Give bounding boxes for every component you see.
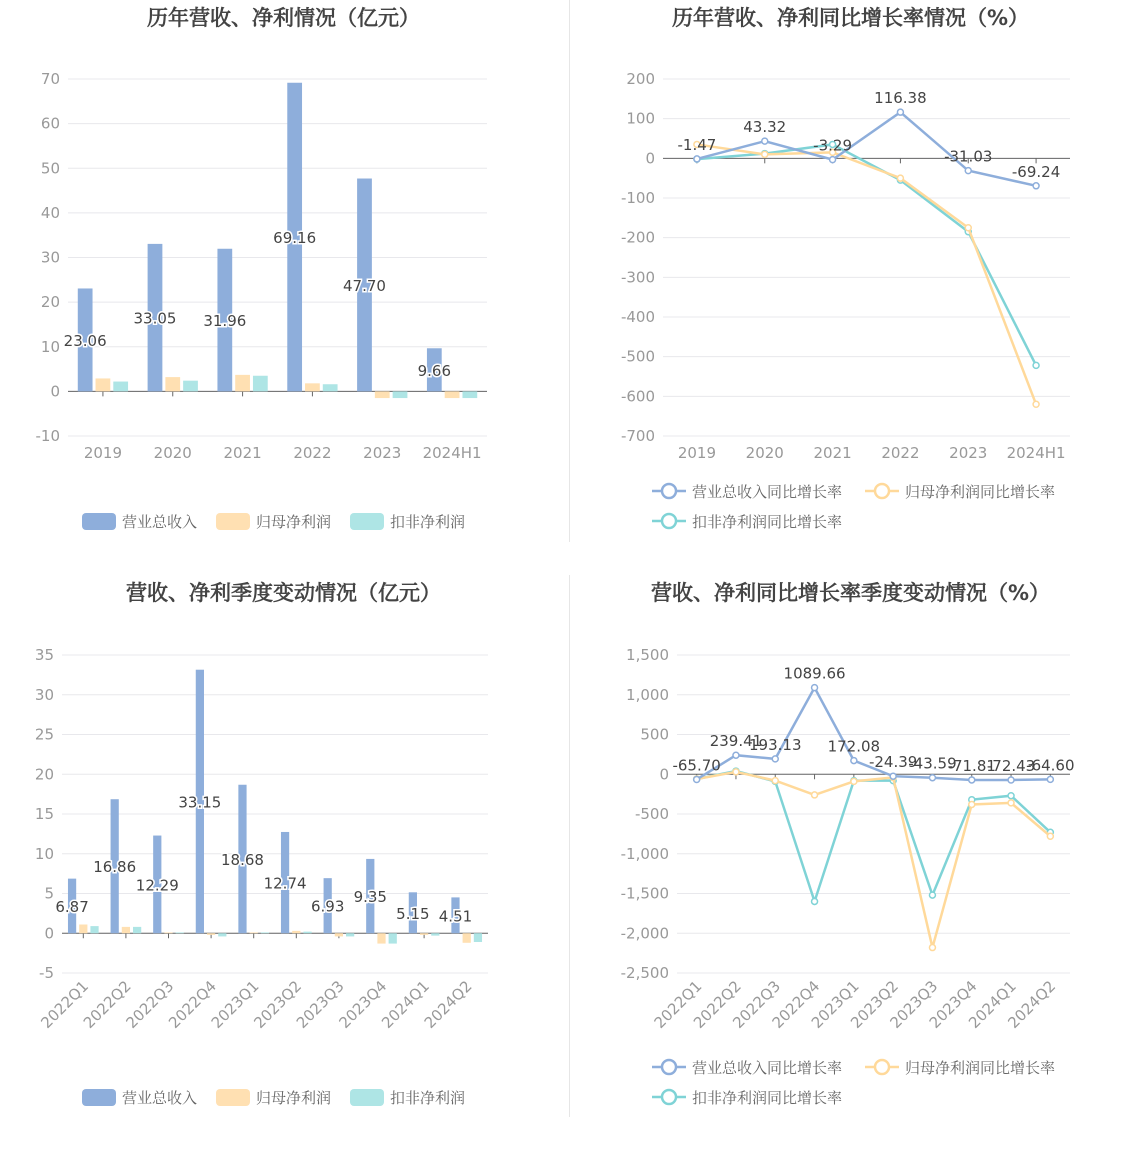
bar	[218, 933, 226, 936]
x-tick-label: 2024Q2	[420, 977, 476, 1032]
chart-title: 历年营收、净利同比增长率情况（%）	[671, 6, 1030, 30]
bar	[393, 391, 408, 398]
data-label: 43.32	[743, 118, 787, 137]
y-tick-label: 30	[34, 685, 54, 704]
x-tick-label: 2020	[153, 444, 192, 462]
series-line	[697, 144, 1036, 404]
x-tick-label: 2023Q3	[886, 977, 942, 1032]
data-point	[1047, 776, 1053, 782]
bar	[90, 926, 98, 933]
y-tick-label: 1,500	[626, 646, 669, 664]
data-label: 116.38	[874, 89, 927, 108]
y-tick-label: 200	[626, 70, 655, 88]
bar	[261, 932, 269, 933]
data-point	[733, 752, 739, 758]
bar	[253, 376, 268, 392]
bar	[235, 375, 250, 392]
x-tick-label: 2020	[745, 444, 784, 462]
x-tick-label: 2023Q4	[335, 977, 391, 1032]
data-point	[772, 756, 778, 762]
data-point	[965, 168, 971, 174]
data-label: 5.15	[396, 904, 430, 923]
legend-marker	[875, 484, 889, 498]
data-point	[762, 138, 768, 144]
legend-label: 归母净利润	[256, 1089, 332, 1107]
legend-swatch	[350, 1089, 384, 1106]
legend-label: 扣非净利润同比增长率	[692, 1089, 843, 1107]
legend-label: 扣非净利润	[390, 513, 466, 531]
data-label: -43.59	[908, 754, 957, 773]
data-label: 4.51	[438, 907, 473, 926]
bar	[431, 933, 439, 935]
data-label: -64.60	[1026, 756, 1075, 775]
y-tick-label: -700	[620, 427, 655, 445]
data-point	[812, 898, 818, 904]
y-tick-label: 0	[659, 765, 669, 784]
bar	[176, 932, 184, 933]
data-label: 6.93	[310, 897, 345, 916]
bar	[445, 391, 460, 398]
quarterly-revenue-profit-chart	[0, 575, 567, 1150]
data-point	[1008, 800, 1014, 806]
annual-revenue-profit-chart	[0, 0, 567, 575]
bar	[420, 933, 428, 935]
bar	[292, 931, 300, 933]
legend-swatch	[216, 1089, 250, 1106]
data-point	[1033, 401, 1039, 407]
x-tick-label: 2022Q3	[122, 977, 178, 1032]
y-tick-label: -2,000	[620, 924, 669, 943]
annual-growth-panel	[567, 0, 1134, 575]
data-point	[762, 151, 768, 157]
x-tick-label: 2024Q2	[1004, 977, 1060, 1032]
bar	[463, 933, 471, 943]
legend-marker	[662, 514, 676, 528]
bar	[335, 933, 343, 936]
bar	[389, 933, 397, 943]
data-point	[1008, 793, 1014, 799]
legend-label: 营业总收入同比增长率	[692, 483, 843, 501]
data-label: 1089.66	[783, 664, 846, 683]
y-tick-label: 50	[40, 159, 60, 178]
data-label: -69.24	[1011, 162, 1061, 181]
y-tick-label: -1,500	[620, 884, 669, 903]
data-label: 23.06	[63, 331, 107, 350]
data-label: 172.08	[827, 737, 881, 756]
x-tick-label: 2023	[363, 444, 402, 462]
data-point	[969, 777, 975, 783]
data-label: 12.29	[135, 876, 179, 895]
y-tick-label: -100	[620, 189, 655, 207]
data-point	[1033, 362, 1039, 368]
data-label: 9.66	[417, 361, 452, 380]
legend-swatch	[350, 513, 384, 530]
bar	[96, 378, 111, 391]
data-label: -24.39	[868, 753, 918, 772]
legend-marker	[875, 1060, 889, 1074]
y-tick-label: 70	[40, 70, 60, 88]
y-tick-label: 10	[34, 844, 54, 863]
bar	[183, 381, 198, 392]
legend-swatch	[82, 513, 116, 530]
legend-label: 营业总收入	[122, 513, 198, 531]
x-tick-label: 2024Q1	[378, 977, 433, 1032]
data-label: 69.16	[273, 229, 317, 248]
data-point	[929, 945, 935, 951]
data-point	[1008, 777, 1014, 783]
legend-label: 扣非净利润同比增长率	[692, 513, 843, 531]
data-point	[830, 157, 836, 163]
y-tick-label: -500	[634, 805, 669, 823]
bar	[165, 377, 180, 391]
y-tick-label: -300	[620, 268, 655, 287]
legend-label: 归母净利润同比增长率	[905, 483, 1056, 501]
x-tick-label: 2022Q2	[689, 977, 745, 1032]
y-tick-label: -2,500	[620, 964, 669, 982]
y-tick-label: 10	[40, 337, 60, 356]
y-tick-label: 15	[34, 805, 54, 823]
bar	[346, 933, 354, 936]
data-label: -65.70	[672, 756, 721, 775]
x-tick-label: 2023Q1	[207, 977, 263, 1032]
bar	[207, 933, 215, 935]
y-tick-label: 5	[44, 884, 54, 903]
legend-label: 营业总收入	[122, 1089, 198, 1107]
x-tick-label: 2023Q4	[925, 977, 981, 1032]
x-tick-label: 2023Q3	[292, 977, 348, 1032]
series-line	[697, 144, 1036, 365]
y-tick-label: 25	[34, 725, 54, 744]
x-tick-label: 2021	[223, 444, 262, 462]
annual-growth-chart	[567, 0, 1134, 575]
data-point	[851, 778, 857, 784]
x-tick-label: 2022	[881, 444, 920, 462]
chart-title: 历年营收、净利情况（亿元）	[147, 6, 420, 30]
y-tick-label: 35	[34, 646, 54, 664]
data-label: 33.05	[133, 309, 177, 328]
data-point	[929, 892, 935, 898]
data-point	[733, 769, 739, 775]
x-tick-label: 2019	[677, 444, 717, 462]
data-label: 6.87	[55, 897, 89, 916]
x-tick-label: 2023	[949, 444, 988, 462]
legend-marker	[662, 1090, 676, 1104]
x-tick-label: 2019	[83, 444, 123, 462]
x-tick-label: 2023Q2	[847, 977, 902, 1032]
x-tick-label: 2022Q3	[729, 977, 785, 1032]
data-label: -1.47	[677, 135, 717, 154]
y-tick-label: 30	[40, 248, 60, 267]
data-label: 12.74	[263, 874, 307, 893]
data-point	[772, 778, 778, 784]
legend-marker	[662, 484, 676, 498]
quarterly-growth-panel	[567, 575, 1134, 1150]
y-tick-label: -200	[620, 228, 655, 247]
data-label: -31.03	[944, 147, 993, 166]
x-tick-label: 2022	[293, 444, 332, 462]
y-tick-label: 500	[640, 725, 669, 744]
y-tick-label: 40	[40, 203, 60, 222]
x-tick-label: 2023Q1	[807, 977, 863, 1032]
y-tick-label: 0	[645, 149, 655, 168]
bar	[113, 382, 128, 392]
bar	[303, 932, 311, 934]
y-tick-label: 100	[626, 109, 655, 128]
data-point	[851, 758, 857, 764]
data-label: -3.29	[813, 136, 852, 155]
data-label: 193.13	[749, 735, 802, 754]
data-label: 31.96	[203, 312, 247, 331]
y-tick-label: 20	[34, 765, 54, 784]
bar	[462, 391, 477, 398]
bar	[133, 927, 141, 933]
bar	[79, 925, 87, 934]
bar	[323, 384, 338, 391]
x-tick-label: 2022Q4	[165, 977, 220, 1032]
data-label: -71.81	[947, 756, 996, 775]
bar	[377, 933, 385, 943]
data-label: -72.43	[986, 757, 1036, 776]
y-tick-label: -500	[620, 347, 655, 366]
legend-label: 归母净利润同比增长率	[905, 1059, 1056, 1077]
data-point	[1047, 833, 1053, 839]
y-tick-label: 1,000	[626, 685, 669, 704]
x-tick-label: 2023Q2	[250, 977, 306, 1032]
data-point	[969, 801, 975, 807]
y-tick-label: -600	[620, 387, 655, 406]
bar	[164, 932, 172, 933]
data-point	[965, 225, 971, 231]
chart-title: 营收、净利季度变动情况（亿元）	[126, 581, 441, 605]
y-tick-label: -400	[620, 308, 655, 326]
data-point	[890, 773, 896, 779]
divider	[569, 575, 570, 1117]
data-point	[1033, 183, 1039, 189]
annual-revenue-profit-panel	[0, 0, 567, 575]
quarterly-growth-chart	[567, 575, 1134, 1150]
bar	[474, 933, 482, 942]
data-label: 9.35	[353, 888, 387, 907]
data-point	[929, 775, 935, 781]
y-tick-label: 0	[50, 382, 60, 401]
bar	[375, 391, 390, 398]
legend-label: 归母净利润	[256, 513, 332, 531]
quarterly-revenue-profit-panel	[0, 575, 567, 1150]
data-label: 239.41	[709, 732, 763, 751]
y-tick-label: 60	[40, 114, 60, 133]
chart-title: 营收、净利同比增长率季度变动情况（%）	[650, 581, 1051, 605]
x-tick-label: 2022Q2	[79, 977, 135, 1032]
x-tick-label: 2024H1	[422, 444, 482, 462]
data-point	[812, 685, 818, 691]
data-point	[897, 109, 903, 115]
y-tick-label: 20	[40, 293, 60, 312]
data-point	[897, 175, 903, 181]
data-label: 18.68	[220, 850, 264, 869]
bar	[250, 932, 258, 933]
legend-swatch	[82, 1089, 116, 1106]
x-tick-label: 2024Q1	[965, 977, 1020, 1032]
series-line	[697, 771, 1051, 901]
legend-swatch	[216, 513, 250, 530]
legend-label: 营业总收入同比增长率	[692, 1059, 843, 1077]
x-tick-label: 2024H1	[1006, 444, 1066, 462]
data-label: 47.70	[343, 276, 386, 295]
y-tick-label: -5	[39, 964, 54, 982]
bar	[305, 383, 320, 391]
x-tick-label: 2022Q1	[37, 977, 93, 1032]
legend-marker	[662, 1060, 676, 1074]
x-tick-label: 2021	[813, 444, 852, 462]
x-tick-label: 2022Q1	[650, 977, 706, 1032]
legend-label: 扣非净利润	[390, 1089, 466, 1107]
divider	[569, 0, 570, 542]
data-point	[694, 776, 700, 782]
y-tick-label: 0	[44, 924, 54, 943]
x-tick-label: 2022Q4	[768, 977, 824, 1032]
data-label: 16.86	[93, 858, 137, 877]
bar	[122, 927, 130, 933]
data-point	[694, 156, 700, 162]
data-point	[812, 792, 818, 798]
y-tick-label: -10	[35, 427, 60, 445]
data-label: 33.15	[178, 793, 222, 812]
y-tick-label: -1,000	[620, 844, 669, 863]
